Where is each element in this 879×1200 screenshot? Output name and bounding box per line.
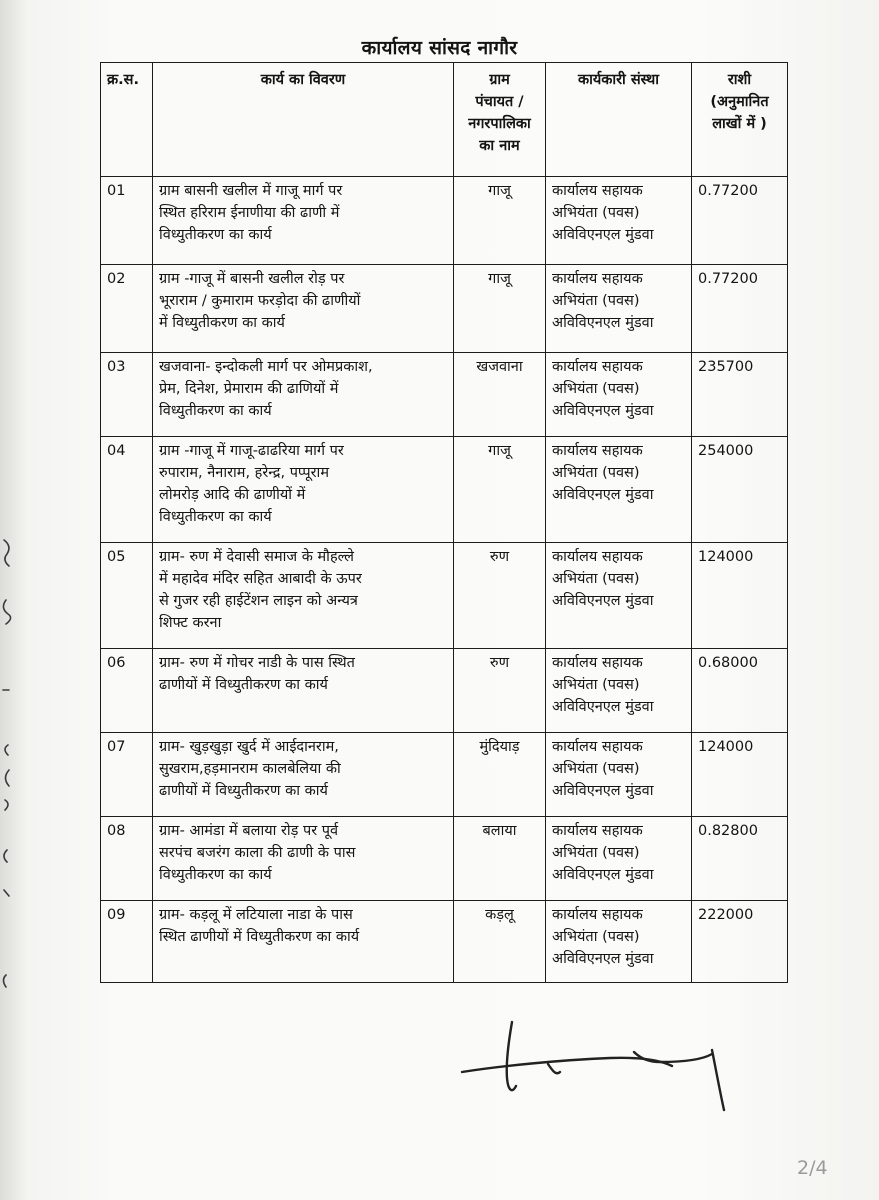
- description-line: ग्राम -गाजू में गाजू-ढाढरिया मार्ग पर: [159, 443, 344, 459]
- agency-line: अविविएनएल मुंडवा: [552, 403, 654, 419]
- col-header-village-line: नगरपालिका: [468, 116, 531, 132]
- col-header-village-line: ग्राम: [489, 72, 510, 88]
- row-village: गाजू: [454, 177, 546, 265]
- description-line: में विध्युतीकरण का कार्य: [159, 315, 285, 331]
- agency-line: अविविएनएल मुंडवा: [552, 699, 654, 715]
- description-line: ग्राम बासनी खलील में गाजू मार्ग पर: [159, 183, 343, 199]
- row-sno: 03: [101, 353, 153, 437]
- col-header-amount-line: (अनुमानित: [710, 94, 769, 110]
- agency-line: कार्यालय सहायक: [552, 183, 643, 199]
- row-amount: 0.77200: [692, 265, 788, 353]
- agency-line: अभियंता (पवस): [552, 845, 640, 861]
- row-sno: 06: [101, 649, 153, 733]
- agency-line: अभियंता (पवस): [552, 929, 640, 945]
- col-header-agency: कार्यकारी संस्था: [546, 63, 692, 177]
- agency-line: अविविएनएल मुंडवा: [552, 951, 654, 967]
- description-line: स्थित ढाणीयों में विध्युतीकरण का कार्य: [159, 929, 360, 945]
- description-line: स्थित हरिराम ईनाणीया की ढाणी में: [159, 205, 340, 221]
- row-amount: 222000: [692, 901, 788, 983]
- agency-line: अभियंता (पवस): [552, 293, 640, 309]
- agency-line: अभियंता (पवस): [552, 761, 640, 777]
- agency-line: अभियंता (पवस): [552, 205, 640, 221]
- description-line: विध्युतीकरण का कार्य: [159, 227, 272, 243]
- col-header-amount-line: लाखों में ): [712, 116, 767, 132]
- row-amount: 0.77200: [692, 177, 788, 265]
- description-line: ढाणीयों में विध्युतीकरण का कार्य: [159, 677, 328, 693]
- description-line: ढाणीयों में विध्युतीकरण का कार्य: [159, 783, 328, 799]
- agency-line: कार्यालय सहायक: [552, 271, 643, 287]
- row-village: रुण: [454, 543, 546, 649]
- description-line: ग्राम -गाजू में बासनी खलील रोड़ पर: [159, 271, 345, 287]
- page-indicator: 2/4: [797, 1157, 828, 1179]
- row-sno: 09: [101, 901, 153, 983]
- agency-line: कार्यालय सहायक: [552, 359, 643, 375]
- row-amount: 254000: [692, 437, 788, 543]
- agency-line: अविविएनएल मुंडवा: [552, 487, 654, 503]
- row-amount: 124000: [692, 543, 788, 649]
- row-sno: 08: [101, 817, 153, 901]
- row-amount: 0.82800: [692, 817, 788, 901]
- agency-line: अभियंता (पवस): [552, 465, 640, 481]
- row-amount: 0.68000: [692, 649, 788, 733]
- office-title: कार्यालय सांसद नागौर: [361, 37, 518, 59]
- description-line: शिफ्ट करना: [159, 615, 222, 631]
- description-line: लोमरोड़ आदि की ढाणीयों में: [159, 487, 306, 503]
- row-sno: 05: [101, 543, 153, 649]
- description-line: ग्राम- रुण में देवासी समाज के मौहल्ले: [159, 549, 355, 565]
- agency-line: अविविएनएल मुंडवा: [552, 867, 654, 883]
- col-header-village-line: पंचायत /: [475, 94, 524, 110]
- agency-line: अभियंता (पवस): [552, 571, 640, 587]
- description-line: विध्युतीकरण का कार्य: [159, 403, 272, 419]
- agency-line: कार्यालय सहायक: [552, 655, 643, 671]
- description-line: भूराराम / कुमाराम फरड़ोदा की ढाणीयों: [159, 293, 361, 309]
- col-header-sno: क्र.स.: [101, 63, 153, 177]
- row-village: गाजू: [454, 437, 546, 543]
- description-line: ग्राम- रुण में गोचर नाडी के पास स्थित: [159, 655, 355, 671]
- description-line: सुखराम,हड़मानराम कालबेलिया की: [159, 761, 341, 777]
- agency-line: कार्यालय सहायक: [552, 549, 643, 565]
- description-line: से गुजर रही हाईटेंशन लाइन को अन्यत्र: [159, 593, 358, 609]
- agency-line: अविविएनएल मुंडवा: [552, 593, 654, 609]
- col-header-amount-line: राशी: [727, 72, 752, 88]
- agency-line: अभियंता (पवस): [552, 381, 640, 397]
- col-header-village-line: का नाम: [479, 138, 520, 154]
- row-amount: 124000: [692, 733, 788, 817]
- agency-line: कार्यालय सहायक: [552, 907, 643, 923]
- row-sno: 01: [101, 177, 153, 265]
- col-header-description: कार्य का विवरण: [153, 63, 454, 177]
- row-village: मुंदियाड़: [454, 733, 546, 817]
- agency-line: कार्यालय सहायक: [552, 739, 643, 755]
- description-line: खजवाना- इन्दोकली मार्ग पर ओमप्रकाश,: [159, 359, 373, 375]
- row-sno: 02: [101, 265, 153, 353]
- row-sno: 04: [101, 437, 153, 543]
- row-amount: 235700: [692, 353, 788, 437]
- row-village: गाजू: [454, 265, 546, 353]
- agency-line: अभियंता (पवस): [552, 677, 640, 693]
- description-line: विध्युतीकरण का कार्य: [159, 509, 272, 525]
- row-village: कड़लू: [454, 901, 546, 983]
- agency-line: अविविएनएल मुंडवा: [552, 783, 654, 799]
- agency-line: कार्यालय सहायक: [552, 443, 643, 459]
- agency-line: अविविएनएल मुंडवा: [552, 315, 654, 331]
- description-line: रुपाराम, नैनाराम, हरेन्द्र, पप्पूराम: [159, 465, 329, 481]
- row-village: बलाया: [454, 817, 546, 901]
- row-village: खजवाना: [454, 353, 546, 437]
- description-line: ग्राम- आमंडा में बलाया रोड़ पर पूर्व: [159, 823, 339, 839]
- description-line: विध्युतीकरण का कार्य: [159, 867, 272, 883]
- description-line: ग्राम- कड़लू में लटियाला नाडा के पास: [159, 907, 353, 923]
- row-sno: 07: [101, 733, 153, 817]
- agency-line: कार्यालय सहायक: [552, 823, 643, 839]
- description-line: ग्राम- खुड़खुड़ा खुर्द में आईदानराम,: [159, 739, 339, 755]
- row-village: रुण: [454, 649, 546, 733]
- description-line: सरपंच बजरंग काला की ढाणी के पास: [159, 845, 356, 861]
- description-line: प्रेम, दिनेश, प्रेमाराम की ढाणियों में: [159, 381, 339, 397]
- agency-line: अविविएनएल मुंडवा: [552, 227, 654, 243]
- description-line: में महादेव मंदिर सहित आबादी के ऊपर: [159, 571, 362, 587]
